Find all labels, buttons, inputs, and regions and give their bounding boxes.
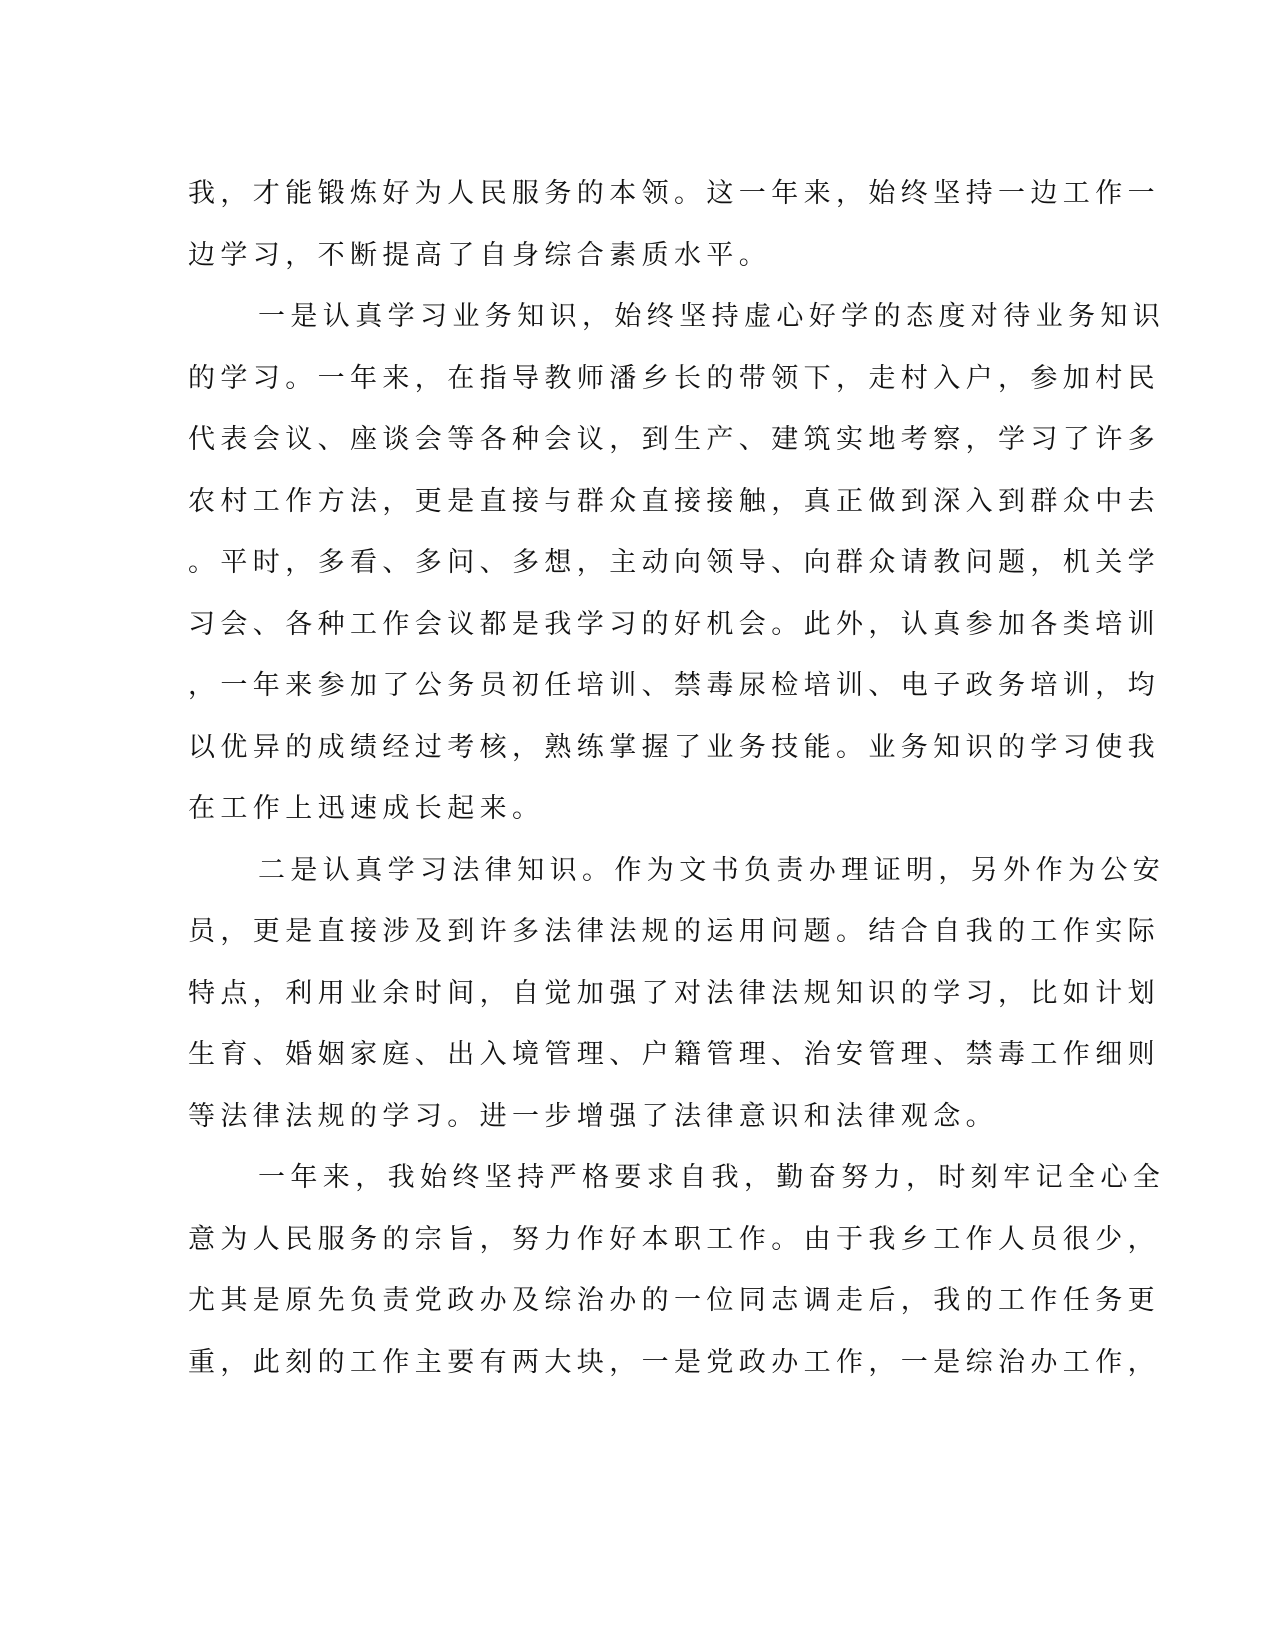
text-line: 以优异的成绩经过考核，熟练掌握了业务技能。业务知识的学习使我 [188, 731, 1160, 763]
text-line: 。平时，多看、多问、多想，主动向领导、向群众请教问题，机关学 [188, 547, 1160, 578]
text-line: 边学习，不断提高了自身综合素质水平。 [188, 239, 772, 271]
text-line: 尤其是原先负责党政办及综治办的一位同志调走后，我的工作任务更 [188, 1285, 1160, 1316]
text-line: ，一年来参加了公务员初任培训、禁毒尿检培训、电子政务培训，均 [188, 670, 1160, 701]
text-line: 我，才能锻炼好为人民服务的本领。这一年来，始终坚持一边工作一 [188, 178, 1160, 209]
text-line: 生育、婚姻家庭、出入境管理、户籍管理、治安管理、禁毒工作细则 [188, 1039, 1160, 1070]
text-line: 代表会议、座谈会等各种会议，到生产、建筑实地考察，学习了许多 [188, 424, 1160, 455]
text-line: 习会、各种工作会议都是我学习的好机会。此外，认真参加各类培训 [188, 608, 1160, 640]
text-line: 等法律法规的学习。进一步增强了法律意识和法律观念。 [188, 1100, 998, 1132]
text-line: 重，此刻的工作主要有两大块，一是党政办工作，一是综治办工作， [188, 1346, 1160, 1378]
document-body [188, 163, 1166, 1393]
paragraph-first-line: 一年来，我始终坚持严格要求自我，勤奋努力，时刻牢记全心全 [258, 1162, 1166, 1193]
text-line: 在工作上迅速成长起来。 [188, 793, 545, 824]
text-line: 特点，利用业余时间，自觉加强了对法律法规知识的学习，比如计划 [188, 977, 1160, 1009]
text-line: 员，更是直接涉及到许多法律法规的运用问题。结合自我的工作实际 [188, 916, 1160, 947]
paragraph-first-line: 二是认真学习法律知识。作为文书负责办理证明，另外作为公安 [258, 854, 1166, 886]
text-line: 意为人民服务的宗旨，努力作好本职工作。由于我乡工作人员很少， [188, 1223, 1160, 1255]
paragraph-first-line: 一是认真学习业务知识，始终坚持虚心好学的态度对待业务知识 [258, 301, 1166, 332]
text-line: 农村工作方法，更是直接与群众直接接触，真正做到深入到群众中去 [188, 485, 1160, 517]
text-line: 的学习。一年来，在指导教师潘乡长的带领下，走村入户，参加村民 [188, 362, 1160, 394]
